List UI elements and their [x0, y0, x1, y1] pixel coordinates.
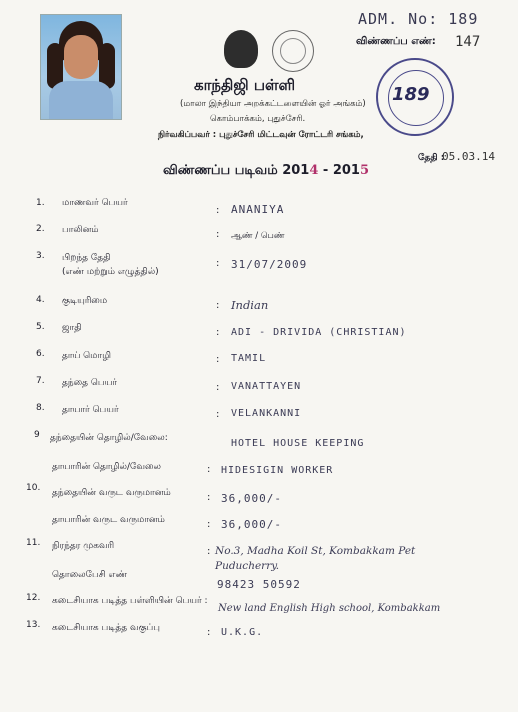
- application-number-label: விண்ணப்ப எண்:: [356, 36, 436, 47]
- trust-subtitle: (மாலா இந்தியா அறக்கட்டளையின் ஓர் அங்கம்): [180, 99, 366, 109]
- mother-name-value: VELANKANNI: [231, 408, 302, 419]
- field-label: தொலைபேசி எண்: [52, 570, 128, 580]
- student-photo: [40, 14, 122, 120]
- previous-class-value: U.K.G.: [221, 627, 264, 638]
- form-title: விண்ணப்ப படிவம் 2014 - 2015: [163, 163, 370, 178]
- gender-value: ஆண் / பெண்: [231, 231, 285, 241]
- field-label: தாயார் பெயர்: [62, 405, 119, 415]
- application-number: 147: [455, 34, 481, 50]
- application-form: ADM. No: 189 விண்ணப்ப எண்: 147 189 காந்திஜி பள்ளி (மாலா இந்தியா அறக்கட்டளையின் ஓர் அங்கம்) கொம்பாக்கம், புதுச்சேரி. நிர்வகிப்பவர் : புதுச்சேரி மிட்டவுன் ரோட்டரி சங்கம், தேதி : 05.03.14 விண்ணப்ப படிவம் 2014 - 2015 1. மாணவர் பெயர் : ANANIYA 2. பாலினம் : ஆண் / பெண் 3. பிறந்த தேதி (எண் மற்றும் எழுத்தில்) : 31/07/2009 4. குடியுரிமை : Indian 5. ஜாதி : ADI - DRIVIDA (CHRISTIAN) 6. தாய் மொழி : TAMIL 7. தந்தை பெயர் : VANATTAYEN 8. தாயார் பெயர் : VELANKANNI 9 தந்தையின் தொழில்/வேலை: HOTEL HOUSE KEEPING தாயாரின் தொழில்/வேலை : HIDESIGIN WORKER 10. தந்தையின் வருட வருமானம் : 36,000/- தாயாரின் வருட வருமானம் : 36,000/- 11. நிரந்தர முகவரி : No.3, Madha Koil St, Kombakkam Pet Puducherry. தொலைபேசி எண் 98423 50592 12. கடைசியாக படித்த பள்ளியின் பெயர் : New land English High school, Kombakkam 13. கடைசியாக படித்த வகுப்பு : U.K.G.: [26, 10, 495, 638]
- field-label: நிரந்தர முகவரி: [52, 541, 115, 551]
- row-number: 2.: [36, 224, 45, 234]
- row-number: 13.: [26, 620, 41, 630]
- mother-occupation-value: HIDESIGIN WORKER: [221, 465, 334, 476]
- row-number: 5.: [36, 322, 45, 332]
- row-number: 3.: [36, 251, 45, 261]
- field-label: கடைசியாக படித்த பள்ளியின் பெயர் :: [52, 596, 208, 606]
- field-label-note: (எண் மற்றும் எழுத்தில்): [62, 267, 159, 277]
- field-label: தாய் மொழி: [62, 351, 111, 361]
- field-label: தந்தையின் தொழில்/வேலை:: [50, 433, 168, 443]
- seal-number: 189: [392, 84, 430, 105]
- father-name-value: VANATTAYEN: [231, 381, 302, 392]
- field-label: தந்தையின் வருட வருமானம்: [52, 488, 171, 498]
- row-number: 12.: [26, 593, 41, 603]
- caste-value: ADI - DRIVIDA (CHRISTIAN): [231, 327, 407, 338]
- dob-value: 31/07/2009: [231, 258, 308, 271]
- father-income-value: 36,000/-: [221, 492, 282, 505]
- father-occupation-value: HOTEL HOUSE KEEPING: [231, 438, 365, 449]
- field-label: தந்தை பெயர்: [62, 378, 117, 388]
- year2-handwritten: 5: [359, 163, 370, 178]
- field-label: குடியுரிமை: [62, 296, 108, 306]
- row-number: 8.: [36, 403, 45, 413]
- school-address: கொம்பாக்கம், புதுச்சேரி.: [210, 114, 306, 124]
- row-number: 10.: [26, 483, 41, 493]
- field-label: தாயாரின் தொழில்/வேலை: [52, 462, 161, 472]
- gandhi-logo-icon: [224, 30, 258, 68]
- row-number: 11.: [26, 538, 41, 548]
- field-label: ஜாதி: [62, 323, 82, 333]
- nationality-value: Indian: [231, 298, 269, 312]
- year1-handwritten: 4: [309, 163, 319, 178]
- mother-tongue-value: TAMIL: [231, 353, 267, 364]
- row-number: 7.: [36, 376, 45, 386]
- row-number: 1.: [36, 198, 45, 208]
- field-label: மாணவர் பெயர்: [62, 198, 128, 208]
- school-emblem-icon: [272, 30, 314, 72]
- admission-number: ADM. No: 189: [358, 10, 479, 28]
- row-number: 6.: [36, 349, 45, 359]
- mother-income-value: 36,000/-: [221, 518, 282, 531]
- management-line: நிர்வகிப்பவர் : புதுச்சேரி மிட்டவுன் ரோட்டரி சங்கம்,: [158, 130, 364, 140]
- date-value: 05.03.14: [442, 150, 495, 163]
- phone-value: 98423 50592: [217, 578, 301, 591]
- previous-school-value: New land English High school, Kombakkam: [218, 603, 441, 614]
- school-seal-stamp: [376, 58, 454, 136]
- address-value: No.3, Madha Koil St, Kombakkam Pet: [215, 545, 416, 557]
- date-label: தேதி :: [418, 153, 445, 163]
- row-number: 4.: [36, 295, 45, 305]
- field-label: தாயாரின் வருட வருமானம்: [52, 515, 165, 525]
- address-value-line2: Puducherry.: [215, 560, 280, 572]
- student-name-value: ANANIYA: [231, 203, 285, 216]
- row-number: 9: [34, 430, 40, 440]
- field-label: பாலினம்: [62, 225, 99, 235]
- field-label: கடைசியாக படித்த வகுப்பு: [52, 623, 160, 633]
- school-name: காந்திஜி பள்ளி: [194, 76, 296, 94]
- field-label: பிறந்த தேதி: [62, 253, 111, 263]
